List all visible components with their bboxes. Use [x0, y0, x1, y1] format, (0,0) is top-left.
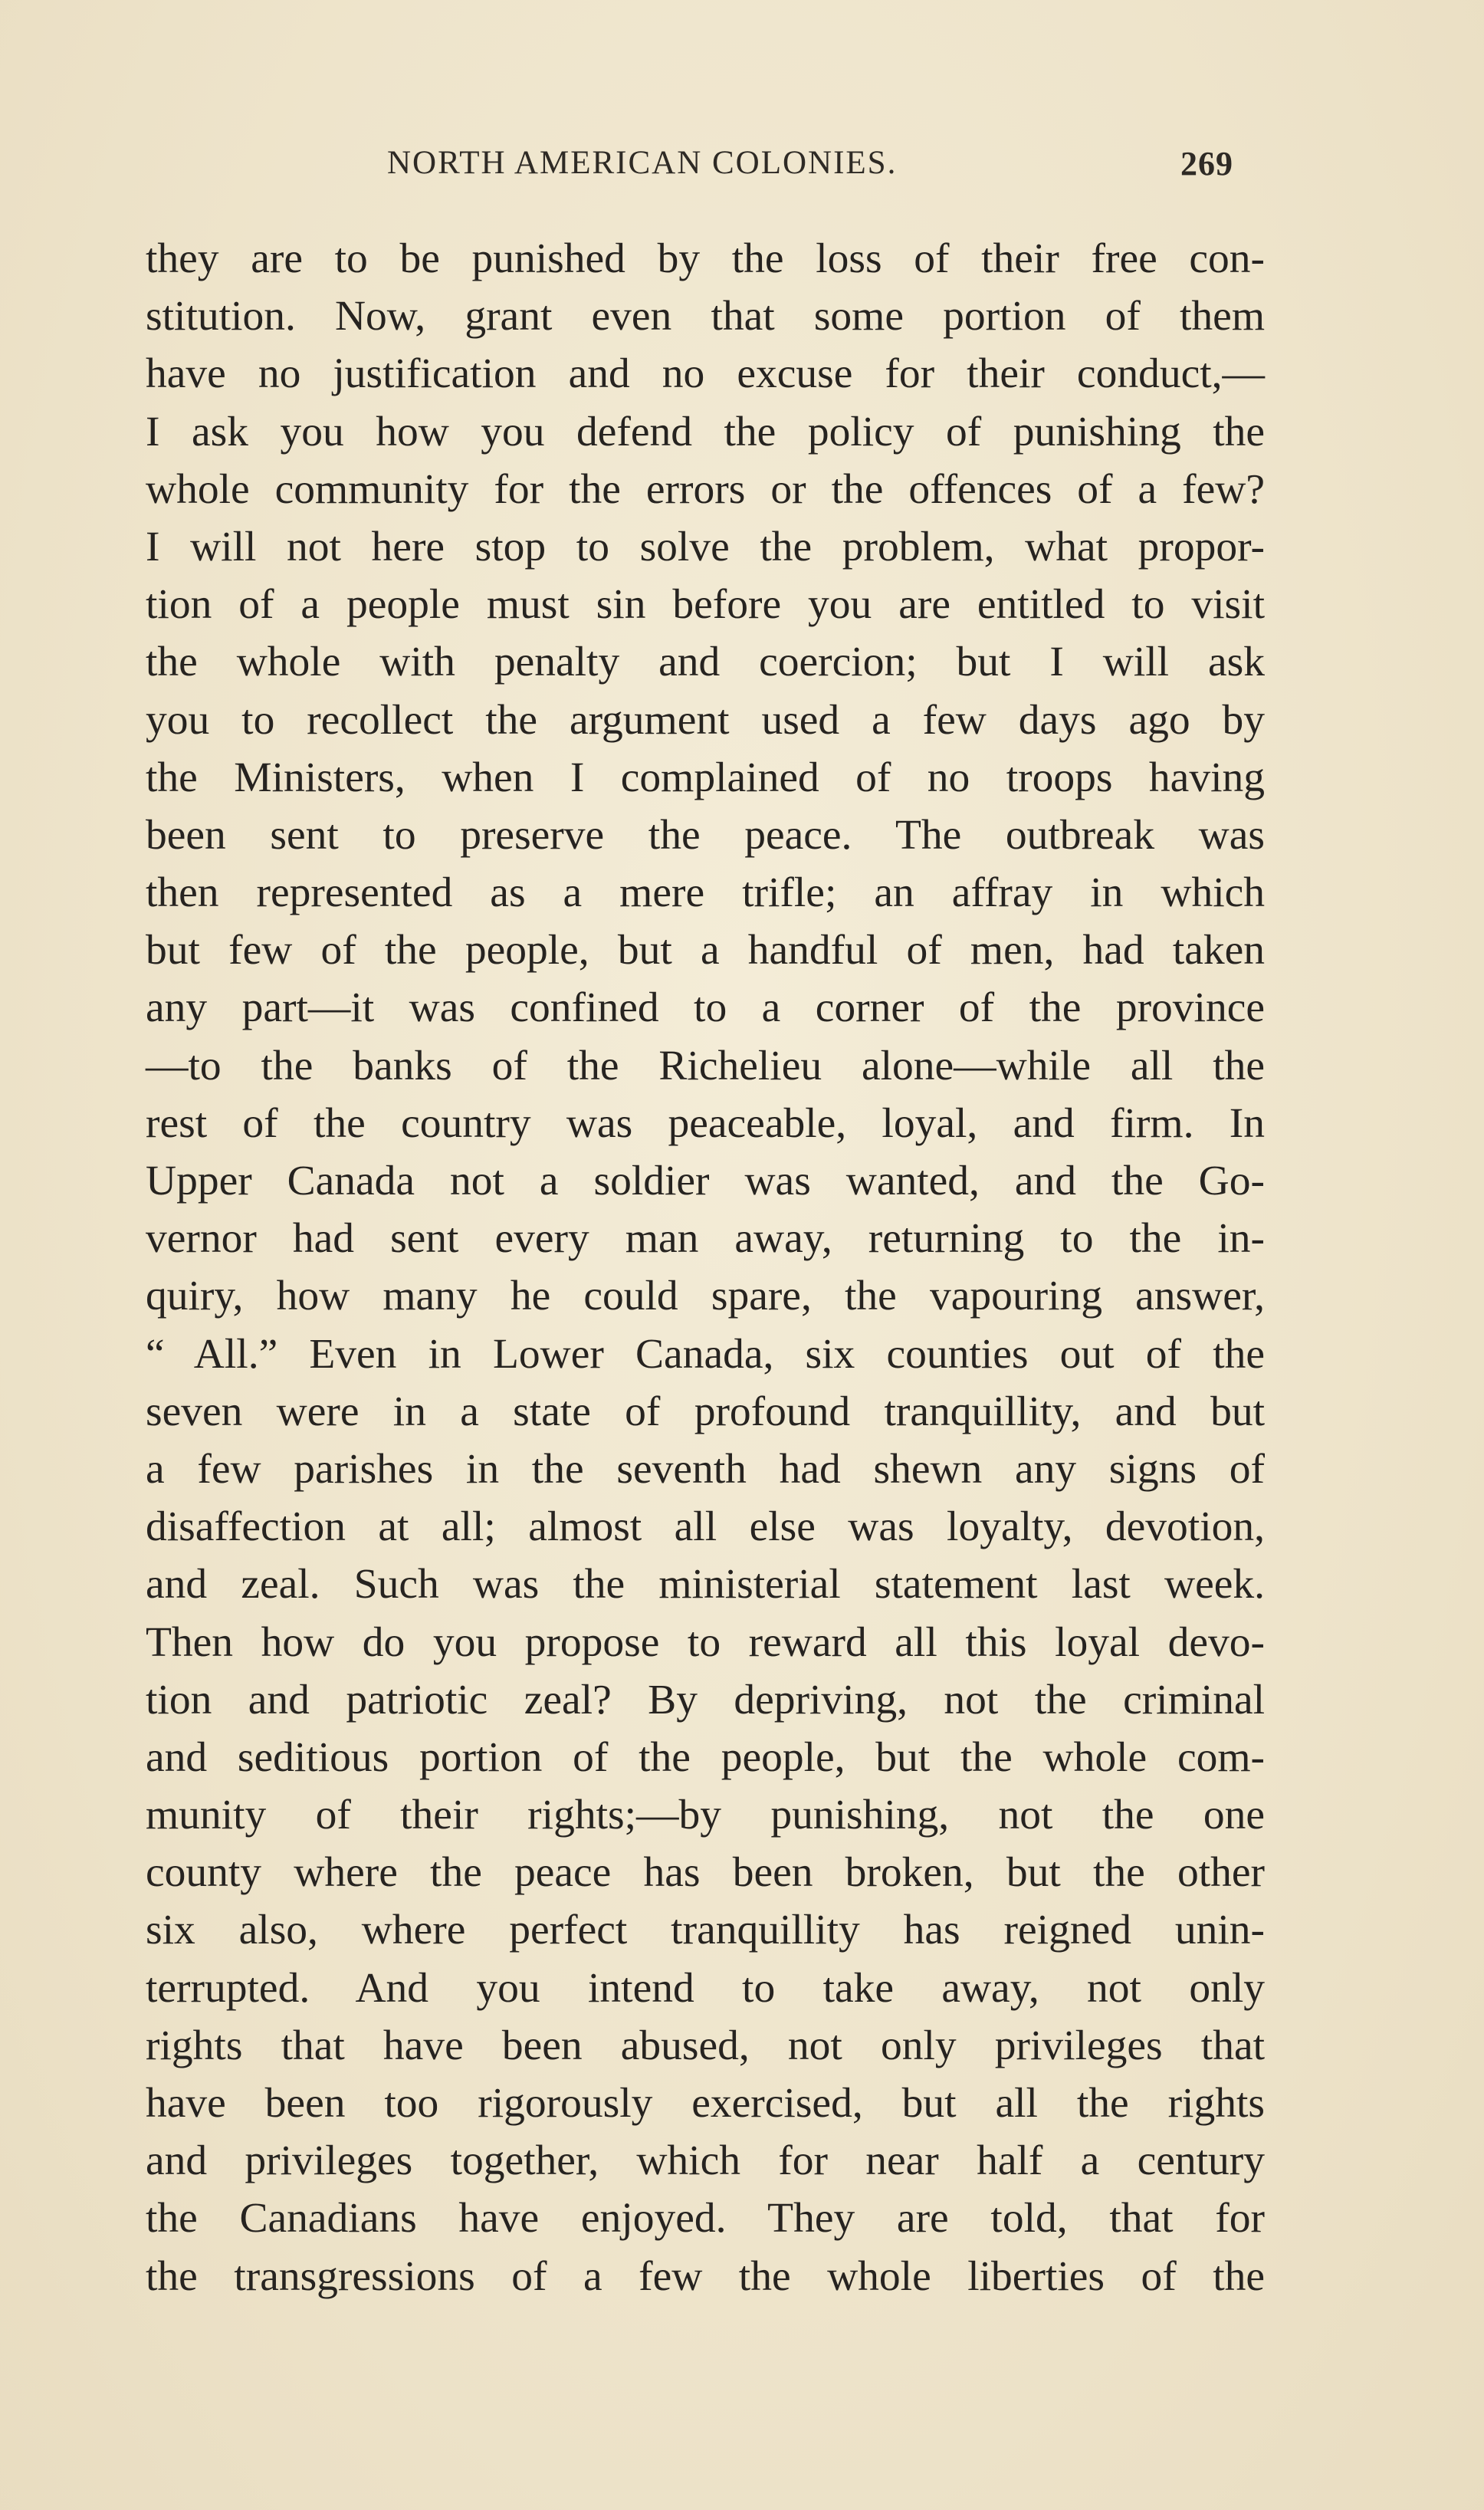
- text-line: and seditious portion of the people, but the whole com-: [146, 1733, 1265, 1781]
- body-text: [146, 230, 1265, 2305]
- running-head: [0, 144, 1484, 198]
- text-line: I ask you how you defend the policy of punishing the: [146, 408, 1265, 455]
- text-line: tion and patriotic zeal? By depriving, not the criminal: [146, 1676, 1265, 1723]
- text-line: I will not here stop to solve the problem, what propor-: [146, 523, 1265, 570]
- text-line: the Canadians have enjoyed. They are told, that for: [146, 2195, 1265, 2242]
- text-line: and privileges together, which for near half a century: [146, 2137, 1265, 2185]
- text-line: county where the peace has been broken, but the other: [146, 1849, 1265, 1897]
- text-line: you to recollect the argument used a few days ago by: [146, 696, 1265, 744]
- text-line: tion of a people must sin before you are entitled to visit: [146, 581, 1265, 629]
- text-line: rest of the country was peaceable, loyal, and firm. In: [146, 1099, 1265, 1147]
- text-line: the Ministers, when I complained of no troops having: [146, 754, 1265, 801]
- running-head-title: NORTH AMERICAN COLONIES.: [387, 145, 898, 181]
- text-line: “ All.” Even in Lower Canada, six counties out of the: [146, 1330, 1265, 1378]
- text-line: —to the banks of the Richelieu alone—while all the: [146, 1042, 1265, 1089]
- text-line: been sent to preserve the peace. The outbreak was: [146, 811, 1265, 859]
- text-line: disaffection at all; almost all else was loyalty, devotion,: [146, 1503, 1265, 1551]
- text-line: vernor had sent every man away, returning to the in-: [146, 1215, 1265, 1263]
- text-line: rights that have been abused, not only privileges that: [146, 2022, 1265, 2069]
- text-line: six also, where perfect tranquillity has reigned unin-: [146, 1907, 1265, 1954]
- text-line: Then how do you propose to reward all this loyal devo-: [146, 1618, 1265, 1666]
- text-line: terrupted. And you intend to take away, not only: [146, 1964, 1265, 2012]
- text-line: seven were in a state of profound tranquillity, and but: [146, 1388, 1265, 1435]
- text-line: but few of the people, but a handful of men, had taken: [146, 927, 1265, 974]
- text-line: and zeal. Such was the ministerial statement last week.: [146, 1561, 1265, 1608]
- text-line: munity of their rights;—by punishing, not the one: [146, 1792, 1265, 1839]
- text-line: the transgressions of a few the whole liberties of the: [146, 2252, 1265, 2300]
- text-line: then represented as a mere trifle; an affray in which: [146, 869, 1265, 917]
- text-line: Upper Canada not a soldier was wanted, and the Go-: [146, 1158, 1265, 1204]
- text-line: stitution. Now, grant even that some portion of them: [146, 293, 1265, 340]
- page-number: 269: [1180, 145, 1233, 182]
- text-line: they are to be punished by the loss of their free con-: [146, 235, 1265, 282]
- text-line: the whole with penalty and coercion; but I will ask: [146, 639, 1265, 686]
- text-line: whole community for the errors or the offences of a few?: [146, 465, 1265, 513]
- text-line: have been too rigorously exercised, but all the rights: [146, 2080, 1265, 2127]
- text-line: quiry, how many he could spare, the vapouring answer,: [146, 1273, 1265, 1320]
- text-line: a few parishes in the seventh had shewn any signs of: [146, 1445, 1265, 1493]
- text-line: have no justification and no excuse for their conduct,—: [146, 350, 1265, 398]
- text-line: any part—it was confined to a corner of the province: [146, 984, 1265, 1032]
